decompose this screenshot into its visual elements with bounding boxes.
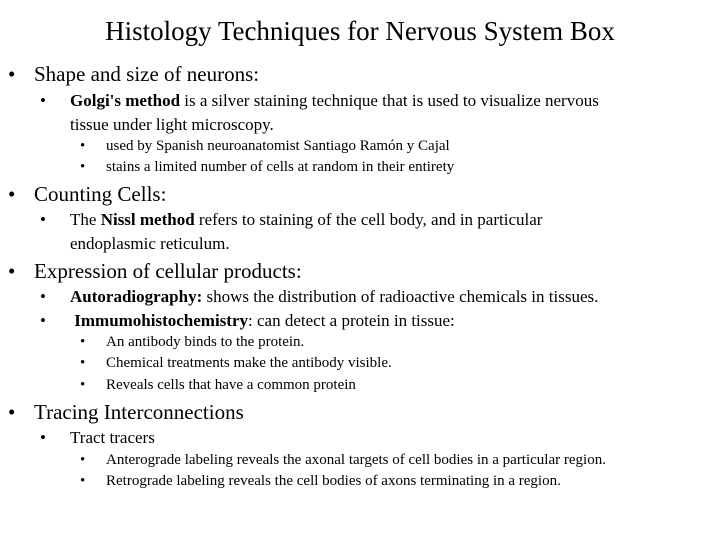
immunohistochemistry-item xyxy=(40,309,455,333)
sub-item-text: Reveals cells that have a common protein xyxy=(106,377,356,393)
autoradiography-description: shows the distribution of radioactive chemicals in tissues. xyxy=(202,287,599,306)
bullet-glyph: • xyxy=(8,400,16,424)
section-heading: Counting Cells: xyxy=(34,182,167,206)
sub-item-text: used by Spanish neuroanatomist Santiago Ramón y Cajal xyxy=(106,138,450,154)
section-heading: Tracing Interconnections xyxy=(34,400,244,424)
golgi-method-term: Golgi's method xyxy=(70,91,181,110)
bullet-glyph: • xyxy=(40,287,46,306)
bullet-glyph: • xyxy=(8,259,16,283)
tract-tracers-item xyxy=(40,426,155,450)
golgi-description: is a silver staining technique that is used to visualize nervous xyxy=(180,91,599,110)
bullet-glyph: • xyxy=(80,355,86,371)
tract-tracers-text: Tract tracers xyxy=(70,428,155,447)
immunohistochemistry-description: : can detect a protein in tissue: xyxy=(248,311,455,330)
bullet-glyph: • xyxy=(40,91,46,110)
bullet-glyph: • xyxy=(80,138,86,154)
bullet-glyph: • xyxy=(80,473,86,489)
golgi-item xyxy=(40,89,599,113)
nissl-description-cont: endoplasmic reticulum. xyxy=(70,234,230,253)
immuno-sub-item xyxy=(80,353,392,374)
slide-title: Histology Techniques for Nervous System Box xyxy=(105,16,615,46)
section-shape-size xyxy=(8,61,259,87)
golgi-sub-item xyxy=(80,136,450,157)
nissl-description: refers to staining of the cell body, and in particular xyxy=(194,210,543,229)
tracer-sub-item xyxy=(80,471,561,492)
immuno-sub-item xyxy=(80,375,356,396)
bullet-glyph: • xyxy=(8,62,16,86)
section-tracing xyxy=(8,399,244,425)
sub-item-text: stains a limited number of cells at random in their entirety xyxy=(106,159,455,175)
section-heading: Expression of cellular products: xyxy=(34,259,302,283)
nissl-method-term: Nissl method xyxy=(100,210,195,229)
section-heading: Shape and size of neurons: xyxy=(34,62,260,86)
immunohistochemistry-term: Immumohistochemistry xyxy=(74,311,249,330)
bullet-glyph: • xyxy=(80,334,86,350)
bullet-glyph: • xyxy=(8,182,16,206)
bullet-glyph: • xyxy=(80,159,86,175)
sub-item-text: Anterograde labeling reveals the axonal targets of cell bodies in a particular region. xyxy=(106,452,606,468)
sub-item-text: Chemical treatments make the antibody visible. xyxy=(106,355,392,371)
nissl-item xyxy=(40,208,542,232)
sub-item-text: Retrograde labeling reveals the cell bodies of axons terminating in a region. xyxy=(106,473,561,489)
bullet-glyph: • xyxy=(80,452,86,468)
bullet-glyph: • xyxy=(40,311,46,330)
immuno-sub-item xyxy=(80,332,304,353)
sub-item-text: An antibody binds to the protein. xyxy=(106,334,305,350)
golgi-description-cont: tissue under light microscopy. xyxy=(70,115,274,134)
section-expression xyxy=(8,258,302,284)
tracer-sub-item xyxy=(80,450,606,471)
bullet-glyph: • xyxy=(40,210,46,229)
autoradiography-term: Autoradiography: xyxy=(70,287,203,306)
bullet-glyph: • xyxy=(80,377,86,393)
section-counting-cells xyxy=(8,181,166,207)
bullet-glyph: • xyxy=(40,428,46,447)
nissl-prefix: The xyxy=(70,210,101,229)
golgi-sub-item xyxy=(80,157,454,178)
autoradiography-item xyxy=(40,285,598,309)
